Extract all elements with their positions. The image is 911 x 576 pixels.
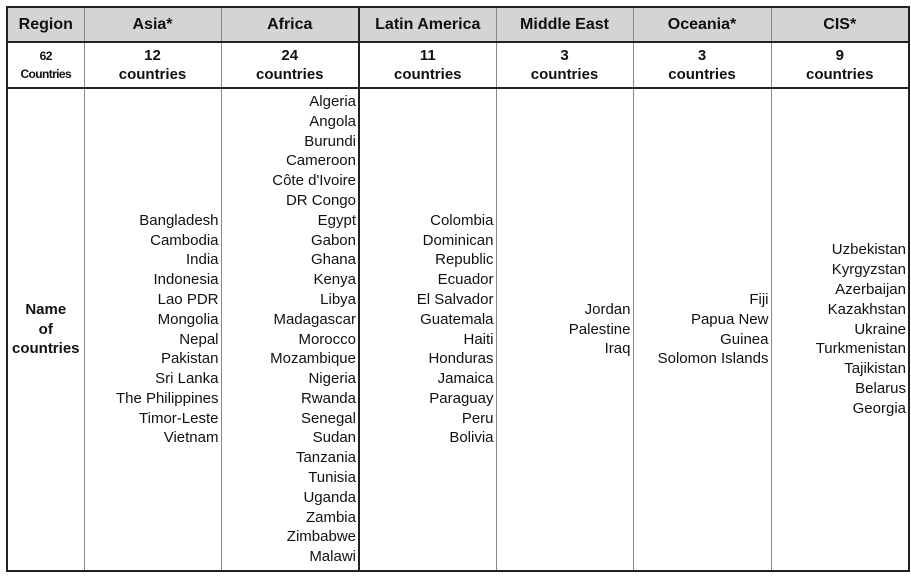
country-name: Georgia	[852, 399, 906, 417]
country-name: Morocco	[298, 330, 356, 348]
africa-country-list	[222, 92, 359, 567]
country-name: India	[185, 251, 219, 269]
country-name: Uzbekistan	[831, 241, 906, 259]
country-name: Honduras	[428, 350, 494, 368]
oceania-count-number: 3	[697, 47, 707, 64]
cis-country-list	[772, 240, 909, 418]
cis-count-label: countries	[805, 66, 874, 83]
asia-count-label: countries	[118, 66, 187, 83]
country-name: Mozambique	[270, 350, 356, 368]
country-name: Paraguay	[429, 389, 494, 407]
country-name: Cameroon	[285, 152, 356, 170]
country-name: Malawi	[309, 548, 356, 566]
cis-countries-cell	[771, 88, 909, 571]
country-name: Libya	[320, 290, 356, 308]
country-name: Ecuador	[437, 271, 494, 289]
country-name: Jamaica	[437, 370, 494, 388]
country-name: Palestine	[568, 320, 631, 338]
oceania-count-cell	[633, 42, 771, 88]
africa-count-cell	[221, 42, 359, 88]
country-name: Burundi	[304, 132, 356, 150]
africa-count-label: countries	[255, 66, 324, 83]
cis-count-number: 9	[835, 47, 844, 64]
cis-count-cell	[771, 42, 909, 88]
country-name: Kazakhstan	[827, 300, 906, 318]
country-name: El Salvador	[416, 290, 494, 308]
country-name: Guinea	[720, 330, 769, 348]
asia-country-list	[85, 211, 221, 449]
header-row	[7, 7, 909, 42]
country-name: DR Congo	[285, 191, 356, 209]
country-name: Papua New	[690, 310, 769, 328]
row-label-line2: of	[38, 320, 53, 338]
latin-america-countries-cell	[359, 88, 496, 571]
oceania-count-label: countries	[668, 66, 736, 83]
row-label-cell	[7, 88, 84, 571]
country-name: Dominican	[422, 231, 494, 249]
middle-east-count-cell	[496, 42, 633, 88]
header-region: Region	[7, 7, 84, 42]
country-name: Tanzania	[295, 449, 356, 467]
row-label-line3: countries	[11, 340, 80, 358]
country-name: Vietnam	[163, 429, 219, 447]
latin-america-country-list	[360, 211, 496, 449]
country-name: Senegal	[300, 409, 356, 427]
middle-east-countries-cell	[496, 88, 633, 571]
header-asia: Asia*	[84, 7, 221, 42]
total-count-number: 62	[39, 49, 52, 63]
country-name: Algeria	[309, 92, 356, 110]
count-row	[7, 42, 909, 88]
oceania-country-list	[634, 290, 771, 369]
latin-america-count-number: 11	[419, 47, 436, 64]
country-name: Peru	[461, 409, 494, 427]
country-name: Haiti	[463, 330, 494, 348]
countries-row	[7, 88, 909, 571]
total-count-label: Countries	[20, 67, 72, 81]
header-africa: Africa	[221, 7, 359, 42]
row-label-line1: Name	[25, 301, 67, 319]
middle-east-count-label: countries	[530, 66, 599, 83]
country-name: Gabon	[310, 231, 356, 249]
country-name: Cambodia	[150, 231, 219, 249]
country-name: The Philippines	[115, 389, 219, 407]
country-name: Côte d'Ivoire	[272, 172, 356, 190]
asia-count-number: 12	[144, 47, 161, 64]
latin-america-count-cell	[359, 42, 496, 88]
country-name: Ukraine	[854, 320, 906, 338]
header-middle-east: Middle East	[496, 7, 633, 42]
country-name: Iraq	[604, 340, 631, 358]
country-name: Nigeria	[308, 370, 356, 388]
country-name: Kenya	[313, 271, 356, 289]
country-name: Tajikistan	[844, 360, 906, 378]
regions-table	[6, 6, 910, 572]
country-name: Indonesia	[153, 271, 219, 289]
africa-countries-cell	[221, 88, 359, 571]
country-name: Turkmenistan	[815, 340, 906, 358]
oceania-countries-cell	[633, 88, 771, 571]
header-oceania: Oceania*	[633, 7, 771, 42]
country-name: Belarus	[855, 379, 906, 397]
country-name: Solomon Islands	[657, 350, 769, 368]
middle-east-country-list	[497, 300, 633, 359]
country-name: Fiji	[749, 290, 769, 308]
country-name: Jordan	[584, 300, 631, 318]
middle-east-count-number: 3	[560, 47, 569, 64]
country-name: Azerbaijan	[835, 281, 906, 298]
header-cis: CIS*	[771, 7, 909, 42]
country-name: Colombia	[430, 211, 494, 229]
country-name: Egypt	[317, 211, 356, 229]
country-name: Republic	[435, 251, 494, 269]
country-name: Nepal	[179, 330, 219, 348]
country-name: Mongolia	[157, 310, 219, 328]
country-name: Zimbabwe	[286, 528, 356, 546]
country-name: Angola	[309, 112, 356, 130]
country-name: Rwanda	[300, 389, 356, 407]
country-name: Uganda	[303, 488, 356, 506]
country-name: Kyrgyzstan	[831, 261, 906, 279]
country-name: Bolivia	[449, 429, 494, 447]
country-name: Zambia	[305, 508, 356, 526]
country-name: Sudan	[312, 429, 356, 447]
country-name: Sri Lanka	[155, 370, 219, 388]
asia-countries-cell	[84, 88, 221, 571]
country-name: Pakistan	[160, 350, 219, 368]
header-latin-america: Latin America	[359, 7, 496, 42]
country-name: Guatemala	[420, 310, 494, 328]
total-count-cell	[7, 42, 84, 88]
country-name: Timor-Leste	[139, 409, 219, 427]
latin-america-count-label: countries	[393, 66, 462, 83]
asia-count-cell	[84, 42, 221, 88]
country-name: Tunisia	[308, 469, 356, 487]
africa-count-number: 24	[281, 47, 299, 64]
country-name: Lao PDR	[157, 290, 219, 308]
country-name: Bangladesh	[139, 211, 219, 229]
country-name: Ghana	[310, 251, 356, 269]
country-name: Madagascar	[273, 310, 356, 328]
